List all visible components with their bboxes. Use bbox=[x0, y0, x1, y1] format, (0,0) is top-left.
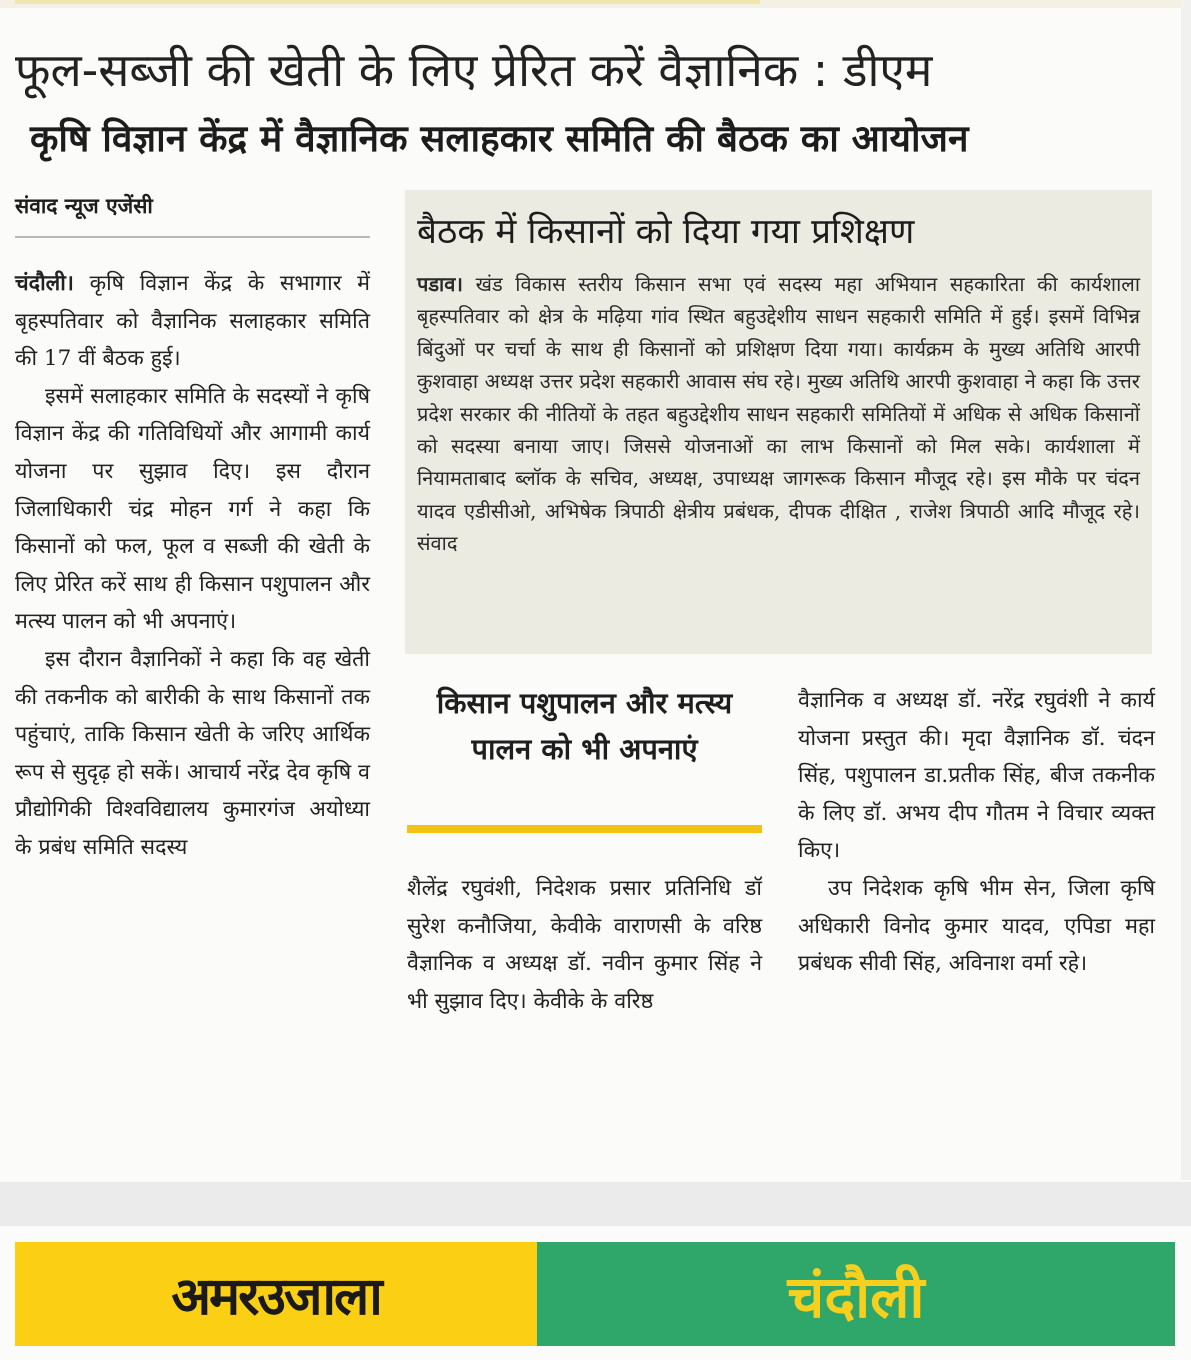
top-strip-accent bbox=[15, 0, 760, 4]
col3-paragraph-1: वैज्ञानिक व अध्यक्ष डॉ. नरेंद्र रघुवंशी ने कार्य योजना प्रस्तुत की। मृदा वैज्ञानिक डॉ. चंदन सिंह, पशुपालन डा.प्रतीक सिंह, बीज तकनीक के लिए डॉ. अभय दीप गौतम ने विचार व्यक्त किए। bbox=[798, 688, 1155, 864]
sidebar-dateline: पडाव। bbox=[417, 272, 463, 296]
col1-p1-text: कृषि विज्ञान केंद्र के सभागार में बृहस्पतिवार को वैज्ञानिक सलाहकार समिति की 17 वीं बैठक हुई। bbox=[15, 271, 371, 372]
sidebar-box-text bbox=[417, 268, 1140, 560]
newspaper-brand: अमरउजाला bbox=[15, 1242, 537, 1346]
page-separator-band bbox=[0, 1182, 1191, 1226]
byline: संवाद न्यूज एजेंसी bbox=[15, 194, 153, 218]
top-strip bbox=[0, 0, 1191, 8]
byline-rule bbox=[15, 236, 370, 238]
footer-banner bbox=[15, 1242, 1175, 1346]
headline: फूल-सब्जी की खेती के लिए प्रेरित करें वैज्ञानिक : डीएम bbox=[15, 43, 933, 97]
article-column-2 bbox=[407, 870, 762, 1020]
page-edge bbox=[1181, 0, 1191, 1180]
col2-paragraph-1: शैलेंद्र रघुवंशी, निदेशक प्रसार प्रतिनिधि डॉ सुरेश कनौजिया, केवीके वाराणसी के वरिष्ठ वैज्ञानिक व अध्यक्ष डॉ. नवीन कुमार सिंह ने भी सुझाव दिए। केवीके के वरिष्ठ bbox=[407, 876, 762, 1014]
sidebar-body: खंड विकास स्तरीय किसान सभा एवं सदस्य महा अभियान सहकारिता की कार्यशाला बृहस्पतिवार को क्षेत्र के मढ़िया गांव स्थित बहुउद्देशीय साधन सहकारी समिति में हुई। इसमें विभिन्न बिंदुओं पर चर्चा के साथ ही किसानों को प्रशिक्षण दिया गया। कार्यक्रम के मुख्य अतिथि आरपी कुशवाहा अध्यक्ष उत्तर प्रदेश सहकारी आवास संघ रहे। मुख्य अतिथि आरपी कुशवाहा ने कहा कि उत्तर प्रदेश सरकार की नीतियों के तहत बहुउद्देशीय साधन सहकारी समितियों में अधिक से अधिक किसानों को सदस्या बनाया जाए। जिससे योजनाओं का लाभ किसानों को मिल सके। कार्यशाला में नियामताबाद ब्लॉक के सचिव, अध्यक्ष, उपाध्यक्ष जागरूक किसान मौजूद रहे। इस मौके पर चंदन यादव एडीसीओ, अभिषेक त्रिपाठी क्षेत्रीय प्रबंधक, दीपक दीक्षित , राजेश त्रिपाठी आदि मौजूद रहे। bbox=[417, 272, 1141, 523]
dateline: चंदौली। bbox=[15, 271, 74, 296]
article-column-1 bbox=[15, 265, 370, 867]
sidebar-credit: संवाद bbox=[417, 531, 458, 556]
sidebar-box-title: बैठक में किसानों को दिया गया प्रशिक्षण bbox=[417, 212, 915, 252]
subheadline: कृषि विज्ञान केंद्र में वैज्ञानिक सलाहकार समिति की बैठक का आयोजन bbox=[30, 117, 969, 160]
article-column-3 bbox=[798, 682, 1155, 983]
col3-paragraph-2: उप निदेशक कृषि भीम सेन, जिला कृषि अधिकारी विनोद कुमार यादव, एपिडा महा प्रबंधक सीवी सिंह, अविनाश वर्मा रहे। bbox=[798, 875, 1155, 977]
col1-paragraph-1 bbox=[15, 265, 370, 378]
col1-paragraph-3: इस दौरान वैज्ञानिकों ने कहा कि वह खेती की तकनीक को बारीकी के साथ किसानों तक पहुंचाएं, ताकि किसान खेती के जरिए आर्थिक रूप से सुदृढ़ हो सकें। आचार्य नरेंद्र देव कृषि व प्रौद्योगिकी विश्वविद्यालय कुमारगंज अयोध्या के प्रबंध समिति सदस्य bbox=[15, 646, 370, 860]
pull-quote-bar bbox=[407, 825, 762, 833]
col1-paragraph-2: इसमें सलाहकार समिति के सदस्यों ने कृषि विज्ञान केंद्र की गतिविधियों और आगामी कार्य योजना पर सुझाव दिए। इस दौरान जिलाधिकारी चंद्र मोहन गर्ग ने कहा कि किसानों को फल, फूल व सब्जी की खेती के लिए प्रेरित करें साथ ही किसान पशुपालन और मत्स्य पालन को भी अपनाएं। bbox=[15, 383, 370, 635]
sidebar-news-box bbox=[405, 190, 1152, 654]
edition-city: चंदौली bbox=[537, 1242, 1175, 1346]
pull-quote: किसान पशुपालन और मत्स्य पालन को भी अपनाएं bbox=[436, 686, 733, 766]
